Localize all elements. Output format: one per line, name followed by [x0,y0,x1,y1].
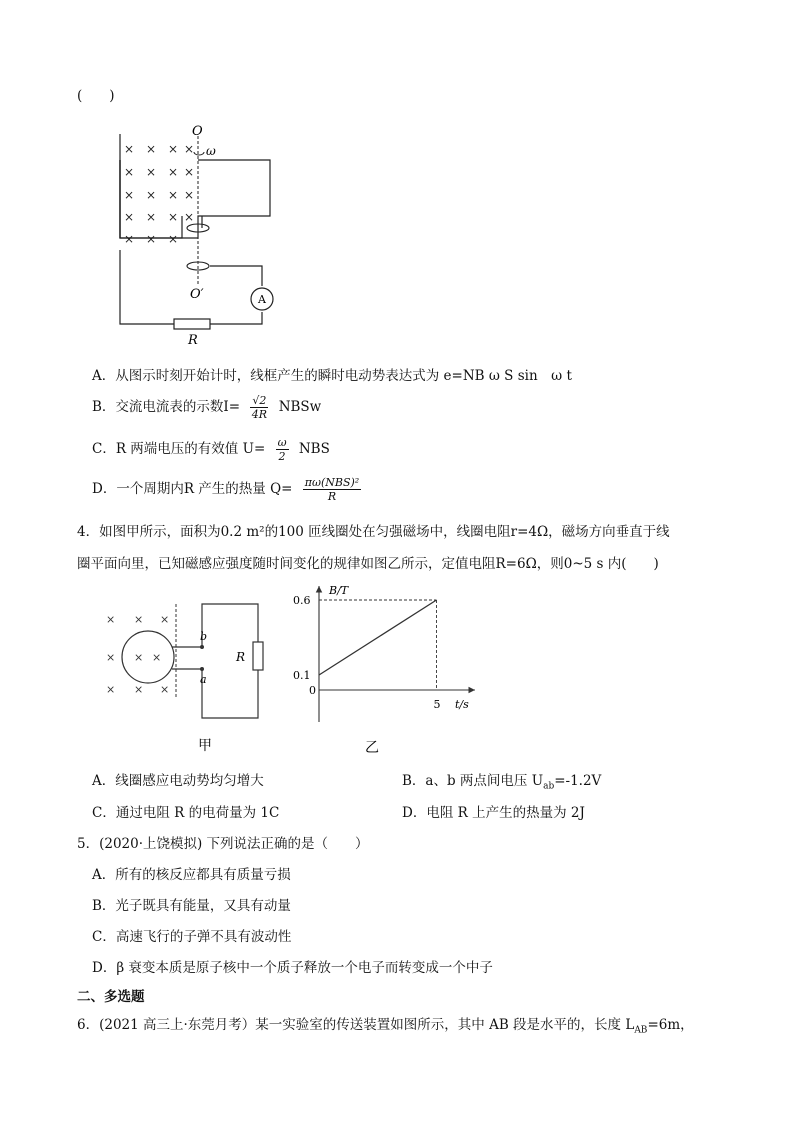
resistor-R-icon [253,642,263,670]
label-Oprime: O′ [190,287,204,302]
q4-stem-line2: 圈平面向里，已知磁感应强度随时间变化的规律如图乙所示，定值电阻R=6Ω，则0~5 s 内( ) [77,556,659,572]
q5-stem: 5．(2020·上饶模拟) 下列说法正确的是（ ） [77,836,369,852]
label-O: O [192,124,203,139]
q4-stem-line1: 4．如图甲所示，面积为0.2 m²的100 匝线圈处在匀强磁场中，线圈电阻r=4Ω，磁场方向垂直于线 [77,524,670,540]
label-omega: ω [206,144,216,158]
svg-text:×: × [124,142,135,156]
svg-text:×: × [160,613,170,626]
svg-text:×: × [134,613,144,626]
q3-option-d: D．一个周期内R 产生的热量 Q= $\frac{\text{πω(NBS)²}}{R}$ [92,476,360,503]
label-R-jia: R [236,650,246,664]
jia-field-crosses [106,613,169,696]
label-b: b [200,630,208,643]
q3-option-c: C．R 两端电压的有效值 U= $\frac{\omega}{2}$ NBS [92,436,330,463]
svg-text:×: × [146,165,157,179]
x-tick-0: 0 [309,684,316,697]
q4-figure-yi-chart [285,580,485,760]
label-R: R [188,333,198,347]
svg-text:×: × [146,210,157,224]
svg-text:×: × [168,232,179,246]
x-axis-label: t/s [455,698,469,711]
q4-option-d: D．电阻 R 上产生的热量为 2J [402,805,585,821]
q4-option-b: B．a、b 两点间电压 $U_{ab}=-1.2V$ [402,773,602,792]
q5-option-d: D．β 衰变本质是原子核中一个质子释放一个电子而转变成一个中子 [92,960,493,976]
caption-jia: 甲 [198,738,212,754]
y-tick-label: 0.1 [293,669,311,682]
q3-option-b: B．交流电流表的示数I= $\frac{√2}{4R}$ NBSw [92,394,322,421]
svg-text:×: × [124,210,135,224]
svg-text:×: × [184,210,195,224]
q3-b-fraction: $\frac{√2}{4R}$ [251,394,268,421]
y-axis-label: B/T [329,584,349,597]
svg-text:×: × [134,683,144,696]
x-tick-label: 5 [433,698,441,711]
q3-option-a: A．从图示时刻开始计时，线框产生的瞬时电动势表达式为 e=NB ω S sin ω t [92,368,572,384]
svg-text:×: × [146,232,157,246]
svg-text:×: × [106,683,116,696]
q3-d-fraction: $\frac{\text{πω(NBS)²}}{R}$ [304,476,360,503]
y-tick-label: 0.6 [293,594,311,607]
q5-option-b: B．光子既具有能量，又具有动量 [92,898,291,914]
svg-text:×: × [168,165,179,179]
svg-text:×: × [124,165,135,179]
svg-text:×: × [146,188,157,202]
svg-text:×: × [168,188,179,202]
label-a: a [200,673,207,686]
section-title-multiple-choice: 二、多选题 [77,989,145,1005]
svg-text:×: × [184,142,195,156]
svg-text:×: × [106,651,116,664]
svg-text:×: × [106,613,116,626]
svg-text:×: × [134,651,144,664]
coil-circle [122,631,174,683]
svg-text:×: × [124,232,135,246]
svg-text:×: × [152,651,162,664]
svg-text:×: × [168,142,179,156]
svg-text:×: × [184,188,195,202]
q5-option-c: C．高速飞行的子弹不具有波动性 [92,929,292,945]
q4-figure-jia [100,590,280,755]
magnetic-field-crosses [124,142,194,246]
rotation-arrow-icon [194,152,204,155]
ammeter-label: A [258,293,266,306]
svg-text:×: × [184,165,195,179]
q4-option-a: A．线圈感应电动势均匀增大 [92,773,264,789]
svg-text:×: × [160,683,170,696]
resistor-icon [174,319,210,329]
q4-option-c: C．通过电阻 R 的电荷量为 1C [92,805,280,821]
svg-text:×: × [146,142,157,156]
series-line [319,600,437,675]
q3-figure [112,122,282,347]
q3-bracket: ( ) [77,88,115,104]
caption-yi: 乙 [365,740,379,756]
q6-stem: 6．(2021 高三上·东莞月考）某一实验室的传送装置如图所示，其中 AB 段是水平的，长度 $L_{AB}=6m$， [77,1017,694,1036]
svg-text:×: × [124,188,135,202]
svg-text:×: × [168,210,179,224]
q5-option-a: A．所有的核反应都具有质量亏损 [92,867,291,883]
q3-c-fraction: $\frac{\omega}{2}$ [277,436,287,463]
